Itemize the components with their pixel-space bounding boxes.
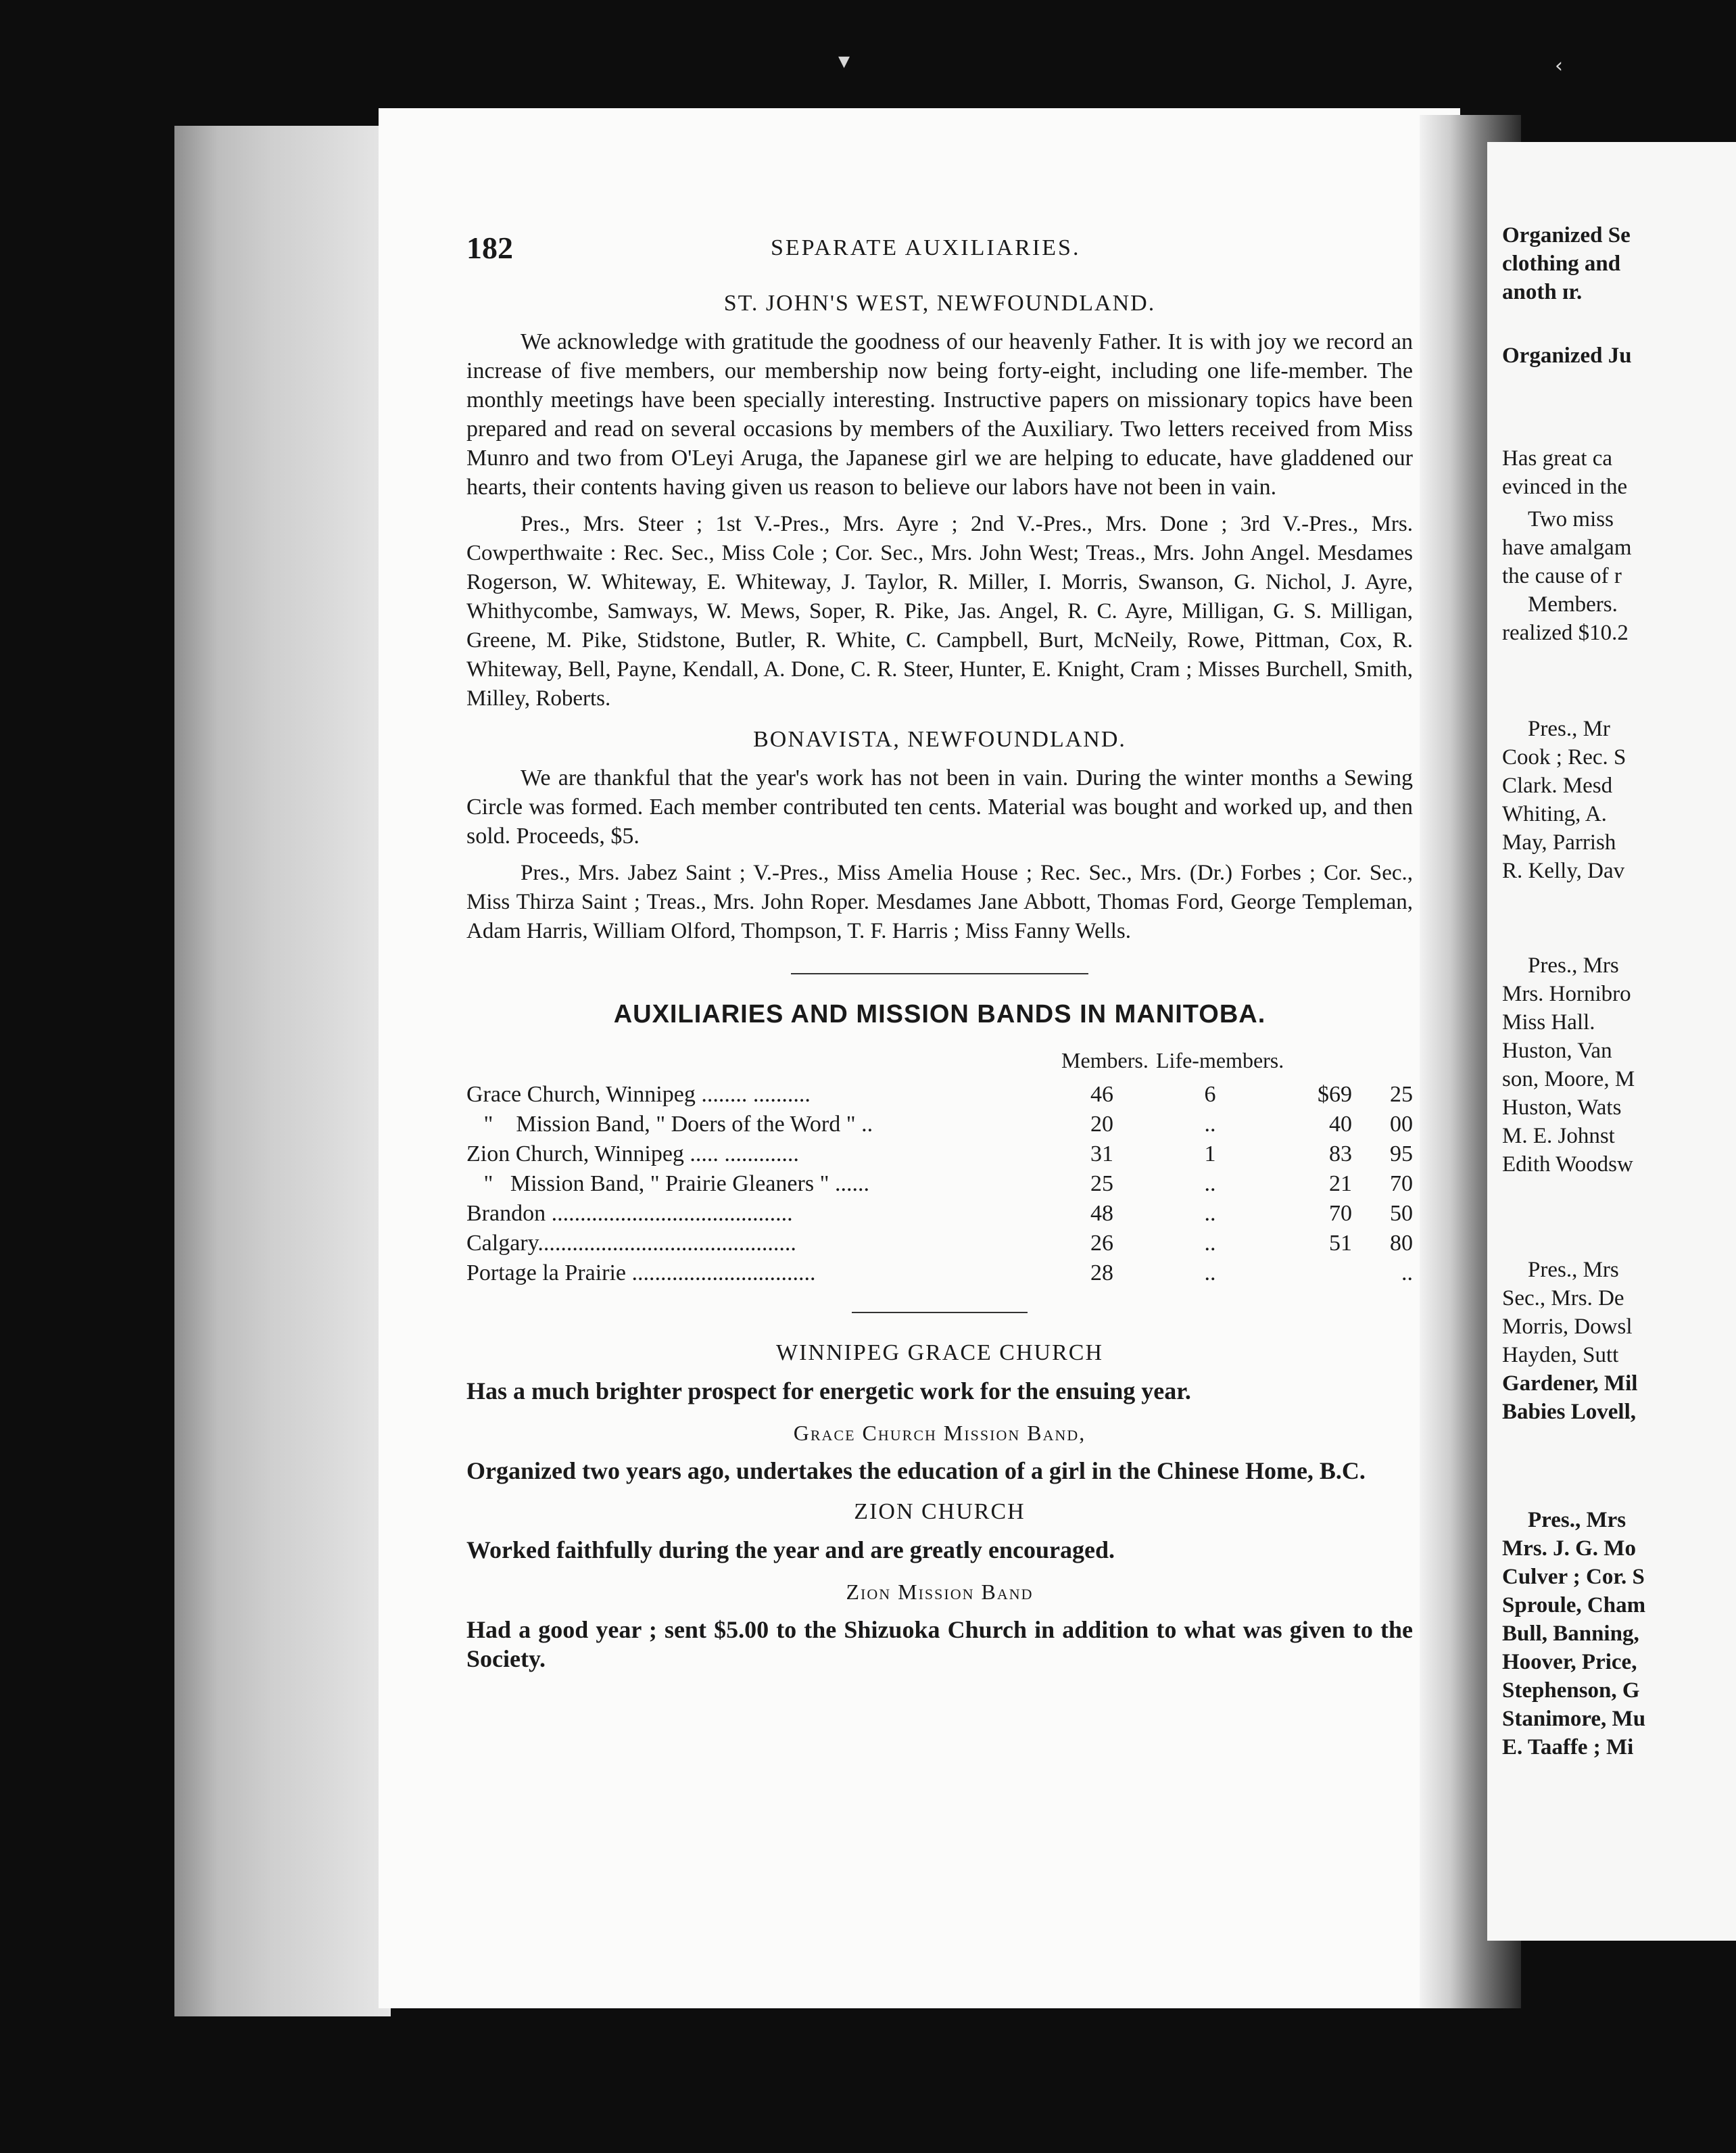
right-page-line: Organized Ju	[1502, 344, 1632, 368]
right-page-line: Mrs. J. G. Mo	[1502, 1536, 1636, 1561]
right-page-line: Bull, Banning,	[1502, 1622, 1639, 1646]
manitoba-table	[466, 1048, 1413, 1305]
right-page-line: realized $10.2	[1502, 621, 1629, 645]
left-page-content	[466, 223, 1413, 1682]
right-page-line: Members.	[1528, 592, 1618, 617]
life-members-count: ..	[1204, 1171, 1216, 1196]
table-row	[466, 1141, 1413, 1171]
auxiliary-name: Zion Church, Winnipeg ..... .............	[466, 1141, 799, 1166]
page-number: 182	[466, 231, 513, 265]
report-st-johns-west: We acknowledge with gratitude the goodness of our heavenly Father. It is with joy we record an increase of five members, our membership now being forty-eight, including one life-member. The monthly meetings have been specially interesting. Instructive papers on missionary topics have been prepared and read on several occasions by members of the Auxiliary. Two letters received from Miss Munro and two from O'Leyi Aruga, the Japanese girl we are helping to educate, have gladdened our hearts, their contents having given us reason to believe our labors have not been in vain.	[466, 329, 1413, 500]
members-count: 28	[1090, 1260, 1113, 1285]
right-page-line: Babies Lovell,	[1502, 1400, 1637, 1424]
right-page-line: Huston, Wats	[1502, 1095, 1622, 1120]
life-members-count: ..	[1204, 1231, 1216, 1256]
right-page-line: Pres., Mrs	[1528, 953, 1619, 978]
members-count: 48	[1090, 1201, 1113, 1226]
amount-dollars: 21	[1329, 1171, 1352, 1196]
right-page-line: Hoover, Price,	[1502, 1650, 1637, 1674]
right-page-line: the cause of r	[1502, 564, 1622, 588]
right-page-line: Organized Se	[1502, 223, 1631, 247]
members-count: 26	[1090, 1231, 1113, 1256]
right-page-line: Huston, Van	[1502, 1039, 1612, 1063]
scan-speck: ▾	[838, 47, 850, 74]
right-page-line: anoth ɪr.	[1502, 280, 1583, 304]
officers-bonavista: Pres., Mrs. Jabez Saint ; V.-Pres., Miss Amelia House ; Rec. Sec., Mrs. (Dr.) Forbes ; Cor. Sec., Miss Thirza Saint ; Treas., Mrs. John Roper. Mesdames Jane Abbott, Thomas Ford, George Templeman, Adam Harris, William Olford, Thompson, T. F. Harris ; Miss Fanny Wells.	[466, 861, 1413, 943]
life-members-count: 1	[1204, 1141, 1216, 1166]
table-row	[466, 1201, 1413, 1231]
right-page-line: Miss Hall.	[1502, 1010, 1595, 1035]
scan-speck: ‹	[1555, 54, 1563, 78]
right-page-line: Pres., Mrs	[1528, 1258, 1619, 1282]
right-page-line: E. Taaffe ; Mi	[1502, 1735, 1634, 1759]
heading-winnipeg-grace-church: WINNIPEG GRACE CHURCH	[776, 1340, 1103, 1365]
text-winnipeg-grace-church: Has a much brighter prospect for energetic work for the ensuing year.	[466, 1377, 1191, 1404]
text-zion-mission-band: Had a good year ; sent $5.00 to the Shizuoka Church in addition to what was given to the Society.	[466, 1616, 1413, 1672]
life-members-count: ..	[1204, 1201, 1216, 1226]
amount-cents: 00	[1390, 1112, 1413, 1137]
text-grace-church-mission-band: Organized two years ago, undertakes the education of a girl in the Chinese Home, B.C.	[466, 1457, 1366, 1484]
section-heading-st-johns-west: ST. JOHN'S WEST, NEWFOUNDLAND.	[723, 291, 1156, 316]
right-page-line: Gardener, Mil	[1502, 1371, 1638, 1396]
right-page-line: May, Parrish	[1502, 830, 1616, 855]
right-page-line: Stanimore, Mu	[1502, 1707, 1646, 1731]
members-count: 25	[1090, 1171, 1113, 1196]
running-title: SEPARATE AUXILIARIES.	[771, 235, 1081, 260]
table-row	[466, 1260, 1413, 1290]
right-page-line: Culver ; Cor. S	[1502, 1565, 1645, 1589]
members-count: 46	[1090, 1082, 1113, 1107]
right-page-line: Clark. Mesd	[1502, 774, 1613, 798]
right-page-line: Whiting, A.	[1502, 802, 1607, 826]
auxiliary-name: Grace Church, Winnipeg ........ ..........	[466, 1082, 811, 1107]
auxiliary-name: Portage la Prairie ................................	[466, 1260, 816, 1285]
divider-rule	[791, 973, 1088, 974]
heading-zion-church: ZION CHURCH	[854, 1499, 1026, 1524]
manitoba-heading: AUXILIARIES AND MISSION BANDS IN MANITOBA.	[613, 1000, 1266, 1028]
running-head	[466, 223, 1413, 277]
amount-dollars: 83	[1329, 1141, 1352, 1166]
table-row	[466, 1171, 1413, 1201]
table-row	[466, 1112, 1413, 1141]
members-count: 31	[1090, 1141, 1113, 1166]
auxiliary-name: " Mission Band, " Doers of the Word " ..	[466, 1112, 873, 1137]
col-header-members: Members.	[1061, 1048, 1149, 1072]
heading-grace-church-mission-band: Grace Church Mission Band,	[793, 1421, 1086, 1445]
amount-cents: 80	[1390, 1231, 1413, 1256]
amount-dollars: 51	[1329, 1231, 1352, 1256]
life-members-count: ..	[1204, 1260, 1216, 1285]
right-page-line: R. Kelly, Dav	[1502, 859, 1625, 883]
amount-cents: 50	[1390, 1201, 1413, 1226]
officers-st-johns-west: Pres., Mrs. Steer ; 1st V.-Pres., Mrs. Ayre ; 2nd V.-Pres., Mrs. Done ; 3rd V.-Pres., Mrs. Cowperthwaite : Rec. Sec., Miss Cole ; Cor. Sec., Mrs. John West; Treas., Mrs. John Angel. Mesdames Rogerson, W. Whiteway, E. Whiteway, J. Taylor, R. Miller, I. Morris, Swanson, G. Nichol, J. Ayre, Whithycombe, Samways, W. Mews, Soper, R. Pike, Jas. Angel, R. C. Ayre, Milligan, G. S. Milligan, Greene, M. Pike, Stidstone, Butler, R. White, C. Campbell, Burt, McNeily, Rowe, Pittman, Cox, R. Whiteway, Bell, Payne, Kendall, A. Done, C. R. Steer, Hunter, E. Knight, Cram ; Misses Burchell, Smith, Milley, Roberts.	[466, 512, 1413, 711]
right-page-line: Pres., Mrs	[1528, 1508, 1626, 1532]
life-members-count: ..	[1204, 1112, 1216, 1137]
text-zion-church: Worked faithfully during the year and are greatly encouraged.	[466, 1536, 1115, 1563]
right-page-line: have amalgam	[1502, 536, 1632, 560]
auxiliary-name: Calgary.............................................	[466, 1231, 796, 1256]
col-header-life-members: Life-members.	[1156, 1048, 1284, 1072]
table-row	[466, 1231, 1413, 1260]
auxiliary-name: Brandon ..........................................	[466, 1201, 793, 1226]
right-page-line: Has great ca	[1502, 446, 1613, 471]
heading-zion-mission-band: Zion Mission Band	[846, 1580, 1034, 1604]
section-heading-bonavista: BONAVISTA, NEWFOUNDLAND.	[753, 727, 1126, 752]
amount-cents: 95	[1390, 1141, 1413, 1166]
right-page-line: Morris, Dowsl	[1502, 1315, 1633, 1339]
amount-cents: ..	[1401, 1260, 1413, 1285]
book-page-edges	[174, 126, 391, 2016]
amount-cents: 70	[1390, 1171, 1413, 1196]
right-page-line: Sec., Mrs. De	[1502, 1286, 1624, 1310]
right-page-line: Cook ; Rec. S	[1502, 745, 1626, 770]
right-page	[1487, 142, 1736, 1941]
right-page-line: evinced in the	[1502, 475, 1628, 499]
right-page-line: clothing and	[1502, 252, 1621, 276]
right-page-line: M. E. Johnst	[1502, 1124, 1615, 1148]
right-page-line: son, Moore, M	[1502, 1067, 1635, 1091]
members-count: 20	[1090, 1112, 1113, 1137]
divider-rule	[852, 1312, 1028, 1313]
right-page-line: Edith Woodsw	[1502, 1152, 1633, 1177]
table-row	[466, 1082, 1413, 1112]
right-page-line: Mrs. Hornibro	[1502, 982, 1631, 1006]
right-page-line: Two miss	[1528, 507, 1614, 531]
right-page-line: Stephenson, G	[1502, 1678, 1640, 1703]
auxiliary-name: " Mission Band, " Prairie Gleaners " ......	[466, 1171, 869, 1196]
report-bonavista: We are thankful that the year's work has not been in vain. During the winter months a Sewing Circle was formed. Each member contributed ten cents. Material was bought and worked up, and then sold. Proceeds, $5.	[466, 765, 1413, 849]
life-members-count: 6	[1204, 1082, 1216, 1107]
amount-dollars: 70	[1329, 1201, 1352, 1226]
amount-dollars: 40	[1329, 1112, 1352, 1137]
right-page-line: Hayden, Sutt	[1502, 1343, 1619, 1367]
amount-dollars: $69	[1318, 1082, 1352, 1107]
right-page-line: Pres., Mr	[1528, 717, 1610, 741]
right-page-line: Sproule, Cham	[1502, 1593, 1646, 1617]
amount-cents: 25	[1390, 1082, 1413, 1107]
